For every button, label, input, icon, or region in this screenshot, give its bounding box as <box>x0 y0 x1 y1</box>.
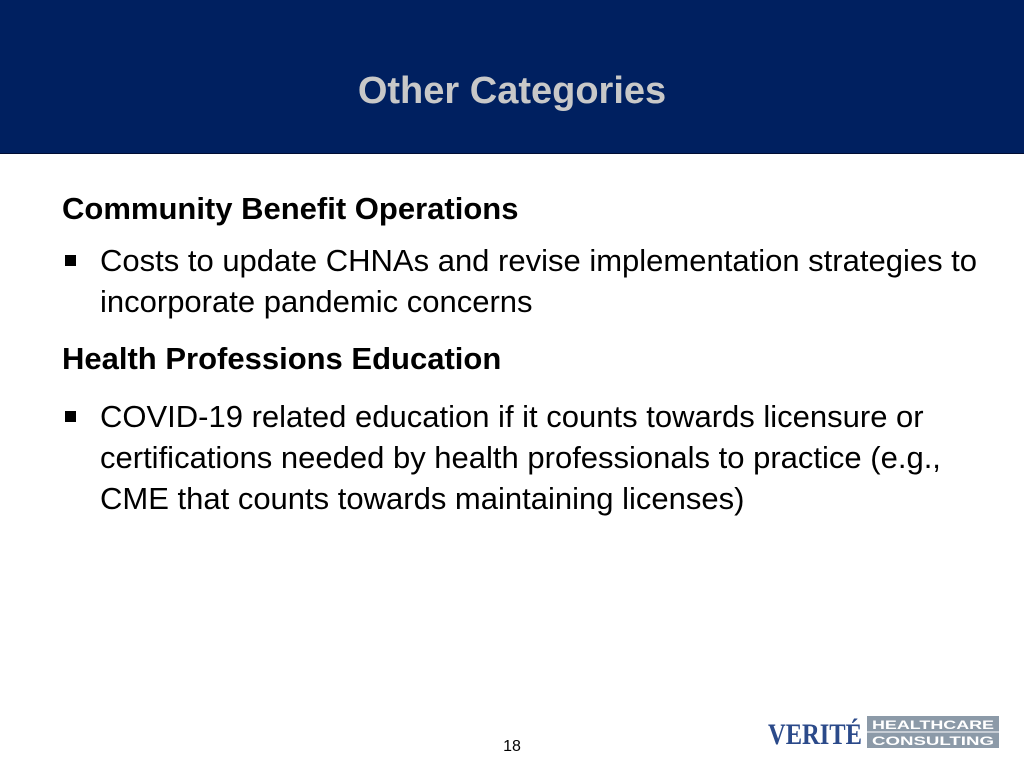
bullet-item-covid-education <box>62 396 982 519</box>
logo-wordmark: VERITÉ <box>768 718 862 751</box>
slide-body <box>62 190 982 519</box>
verite-logo <box>766 713 1000 751</box>
square-bullet-icon <box>65 411 76 422</box>
title-bar <box>0 0 1024 154</box>
section-heading-community-benefit: Community Benefit Operations <box>62 191 519 226</box>
section-heading-health-professions: Health Professions Education <box>62 341 502 376</box>
square-bullet-icon <box>65 255 76 266</box>
page-number: 18 <box>503 738 521 755</box>
slide-title: Other Categories <box>357 70 667 112</box>
bullet-text: COVID-19 related education if it counts towards licensure or certifications needed by health professionals to practice (e.g., CME that counts towards maintaining licenses) <box>100 399 941 516</box>
bullet-item-chna <box>62 240 982 322</box>
logo-line1: HEALTHCARE <box>872 718 994 732</box>
bullet-text: Costs to update CHNAs and revise implementation strategies to incorporate pandemic concerns <box>100 243 978 319</box>
logo-line2: CONSULTING <box>872 734 994 748</box>
